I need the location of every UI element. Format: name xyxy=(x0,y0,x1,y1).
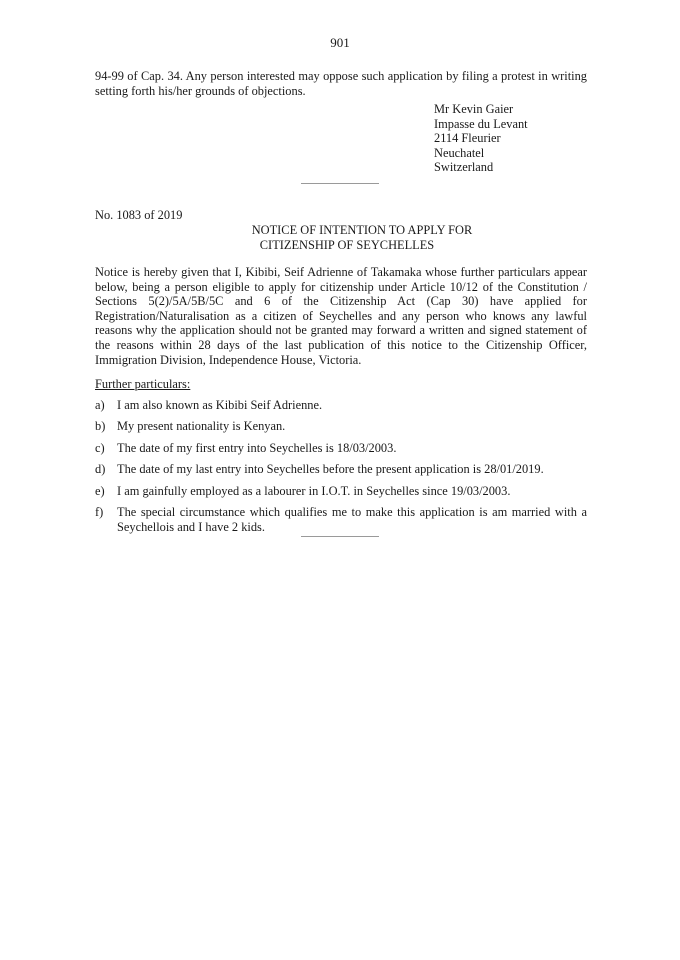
list-item-letter: c) xyxy=(95,440,105,455)
notice-number: No. 1083 of 2019 xyxy=(95,208,183,222)
list-item-text: I am gainfully employed as a labourer in I.O.T. in Seychelles since 19/03/2003. xyxy=(117,483,511,498)
list-item xyxy=(95,419,587,434)
address-name: Mr Kevin Gaier xyxy=(434,102,514,116)
list-item-text: I am also known as Kibibi Seif Adrienne. xyxy=(117,398,323,412)
address-postcode-city: 2114 Fleurier xyxy=(434,131,501,146)
notice-title xyxy=(95,223,587,252)
notice-title-line-1: NOTICE OF INTENTION TO APPLY FOR xyxy=(251,223,473,237)
list-item-letter: b) xyxy=(95,419,106,434)
further-particulars-heading: Further particulars: xyxy=(95,377,191,391)
list-item xyxy=(95,441,587,456)
list-item-letter: d) xyxy=(95,462,106,477)
list-item xyxy=(95,462,587,477)
list-item-letter: a) xyxy=(95,398,105,412)
continuation-paragraph: 94-99 of Cap. 34. Any person interested may oppose such application by filing a protest in writing setting forth his/her grounds of objections. xyxy=(95,69,587,98)
list-item-text: The special circumstance which qualifies me to make this application is am married with a Seychellois and I have 2 kids. xyxy=(117,504,587,534)
section-divider xyxy=(301,183,379,184)
section-divider xyxy=(301,536,379,537)
list-item-text: My present nationality is Kenyan. xyxy=(117,419,286,434)
list-item xyxy=(95,505,587,534)
particulars-list xyxy=(95,398,587,541)
list-item xyxy=(95,398,587,413)
notice-title-line-2: CITIZENSHIP OF SEYCHELLES xyxy=(259,237,435,252)
notice-body: Notice is hereby given that I, Kibibi, Seif Adrienne of Takamaka whose further particulars appear below, being a person eligible to apply for citizenship under Article 10/12 of the Constitution / Sections 5(2)/5A/5B/5C and 6 of the Citizenship Act (Cap 30) have applied for Registration/Naturalisation as a citizen of Seychelles and any person who knows any lawful reasons why the application should not be granted may forward a written and signed statement of the reasons within 28 days of the last publication of this notice to the Citizenship Officer, Immigration Division, Independence House, Victoria. xyxy=(95,265,587,367)
list-item-letter: e) xyxy=(95,483,105,498)
list-item-text: The date of my first entry into Seychelles is 18/03/2003. xyxy=(117,440,397,455)
list-item-letter: f) xyxy=(95,504,104,519)
list-item xyxy=(95,484,587,499)
address-street: Impasse du Levant xyxy=(434,116,528,131)
page-number: 901 xyxy=(330,35,350,50)
address-region: Neuchatel xyxy=(434,145,485,160)
list-item-text: The date of my last entry into Seychelles before the present application is 28/01/2019. xyxy=(117,462,544,477)
applicant-address xyxy=(434,102,594,175)
address-country: Switzerland xyxy=(434,160,494,175)
